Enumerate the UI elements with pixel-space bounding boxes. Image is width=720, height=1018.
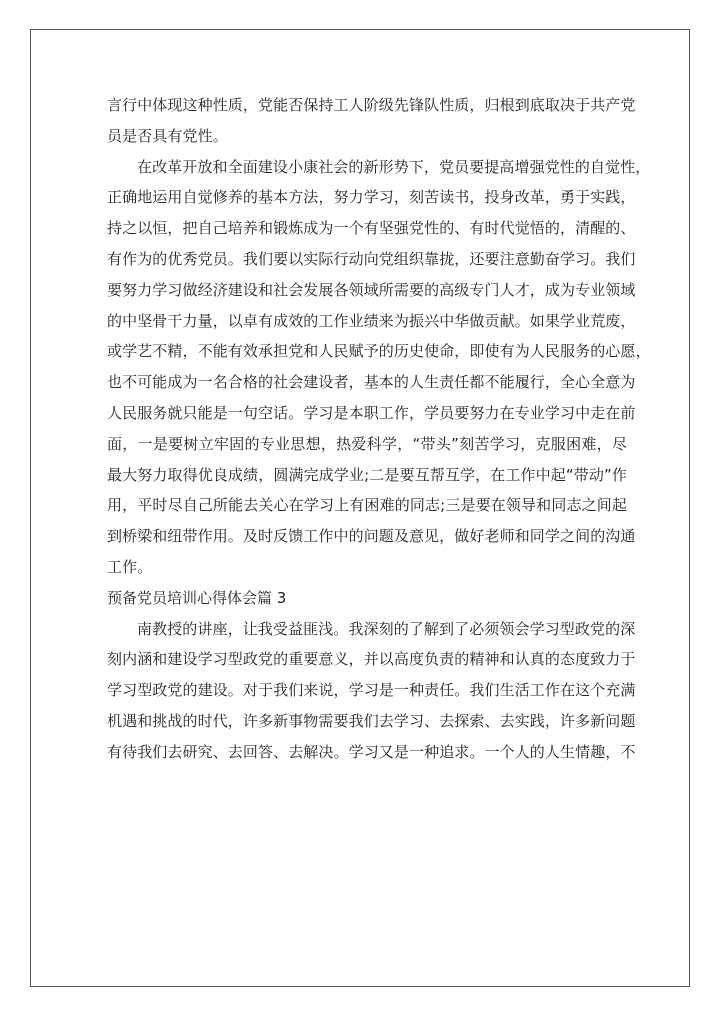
text-line: 要努力学习做经济建设和社会发展各领域所需要的高级专门人才，成为专业领域 [107,280,636,299]
text-line: 到桥梁和纽带作用。及时反馈工作中的问题及意见，做好老师和同学之间的沟通 [107,527,636,546]
paragraph-2 [107,152,651,583]
text-line: 学习型政党的建设。对于我们来说，学习是一种责任。我们生活工作在这个充满 [107,681,636,700]
text-line: 有作为的优秀党员。我们要以实际行动向党组织靠拢，还要注意勤奋学习。我们 [107,249,636,268]
text-line: 机遇和挑战的时代，许多新事物需要我们去学习、去探索、去实践，许多新问题 [107,711,636,730]
text-line: 人民服务就只能是一句空话。学习是本职工作，学员要努力在专业学习中走在前 [107,403,636,422]
paragraph-1 [107,90,636,152]
text-line: 用，平时尽自己所能去关心在学习上有困难的同志;三是要在领导和同志之间起 [107,496,627,515]
text-line: 也不可能成为一名合格的社会建设者，基本的人生责任都不能履行，全心全意为 [107,373,636,392]
paragraph-3 [107,614,636,768]
text-line: 言行中体现这种性质，党能否保持工人阶级先锋队性质，归根到底取决于共产党 [107,96,636,114]
text-line: 工作。 [107,557,153,576]
text-line: 员是否具有党性。 [107,126,228,145]
text-line: 或学艺不精，不能有效承担党和人民赋予的历史使命，即使有为人民服务的心愿， [107,342,651,361]
text-line: 持之以恒，把自己培养和锻炼成为一个有坚强党性的、有时代觉悟的，清醒的、 [107,219,636,238]
text-line: 有待我们去研究、去回答、去解决。学习又是一种追求。一个人的人生情趣，不 [107,742,636,761]
text-line: 正确地运用自觉修养的基本方法，努力学习，刻苦读书，投身改革，勇于实践， [107,188,636,207]
text-line: 面，一是要树立牢固的专业思想，热爱科学，“带头”刻苦学习，克服困难，尽 [107,434,627,453]
text-line: 南教授的讲座，让我受益匪浅。我深刻的了解到了必须领会学习型政党的深 [137,619,636,638]
text-line: 在改革开放和全面建设小康社会的新形势下，党员要提高增强党性的自觉性， [137,157,651,176]
document-body [107,90,651,768]
text-line: 刻内涵和建设学习型政党的重要意义，并以高度负责的精神和认真的态度致力于 [107,650,636,669]
text-line: 最大努力取得优良成绩，圆满完成学业;二是要互帮互学，在工作中起“带动”作 [107,465,627,484]
text-line: 的中坚骨干力量，以卓有成效的工作业绩来为振兴中华做贡献。如果学业荒废， [107,311,636,330]
section-title: 预备党员培训心得体会篇 3 [107,588,287,607]
